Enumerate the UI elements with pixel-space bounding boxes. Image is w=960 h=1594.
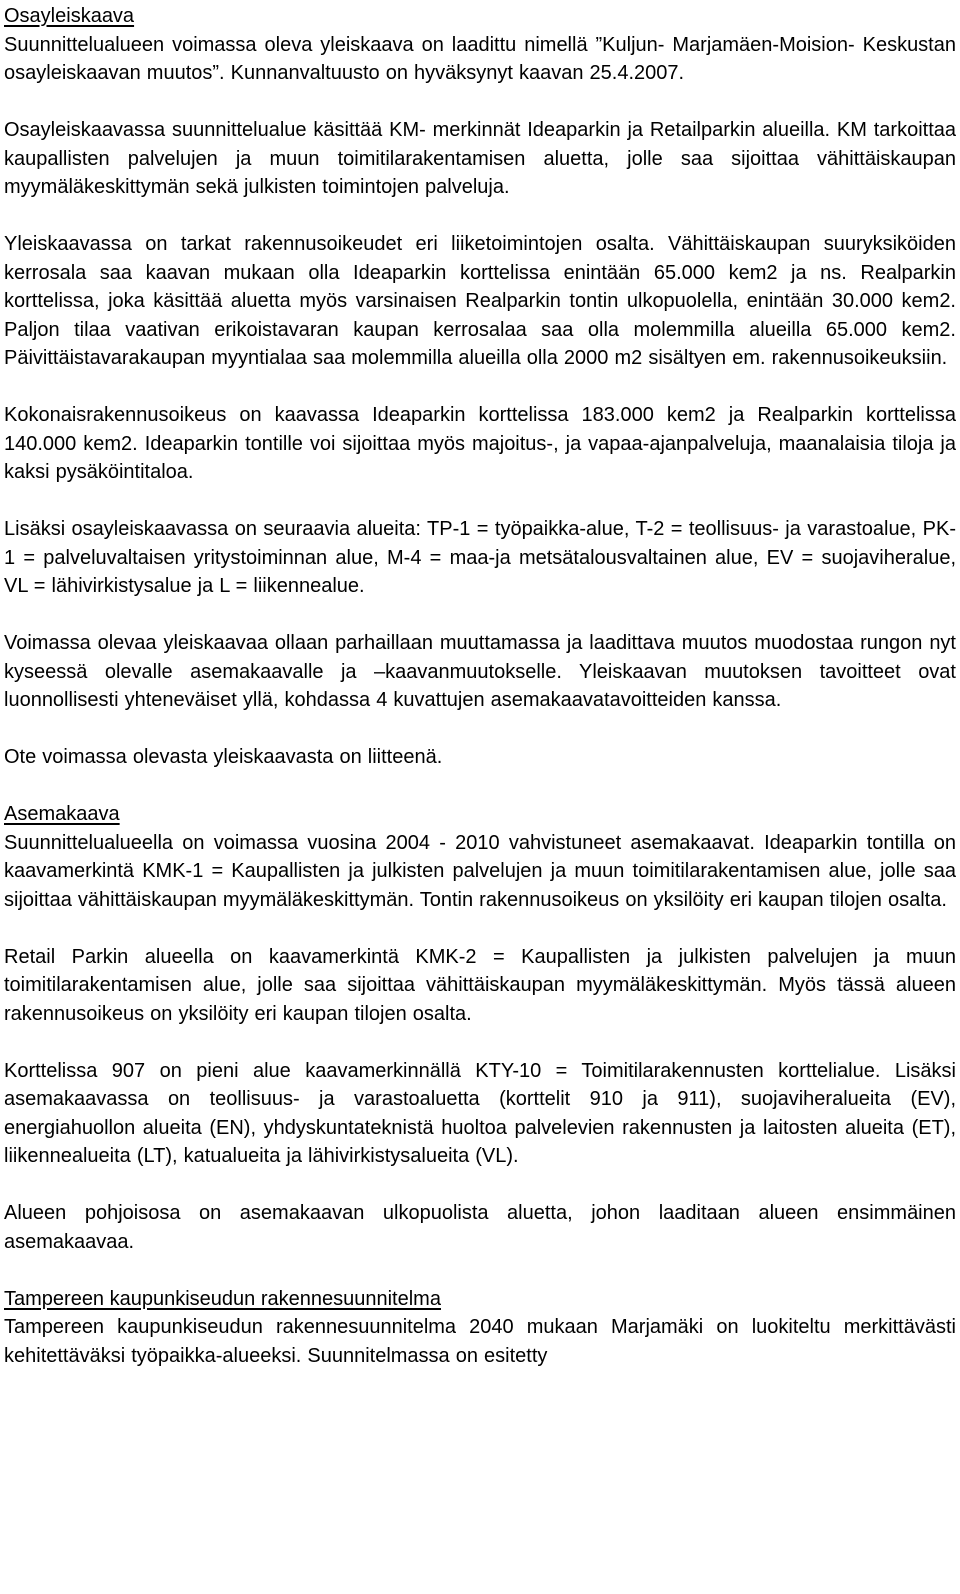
- section-heading: Asemakaava: [4, 803, 120, 825]
- paragraph: Ote voimassa olevasta yleiskaavasta on liitteenä.: [4, 746, 443, 768]
- section-asemakaava: [4, 800, 956, 1256]
- paragraph: Lisäksi osayleiskaavassa on seuraavia alueita: TP-1 = työpaikka-alue, T-2 = teollisuus- ja varastoalue, PK-1 = palveluvaltaisen yritystoiminnan alue, M-4 = maa-ja metsätalousvaltainen alue, EV = suojaviheralue, VL = lähivirkistysalue ja L = liikennealue.: [4, 518, 956, 597]
- paragraph: Osayleiskaavassa suunnittelualue käsittää KM- merkinnät Ideaparkin ja Retailparkin alueilla. KM tarkoittaa kaupallisten palvelujen ja muun toimitilarakentamisen aluetta, jolle saa sijoittaa vähittäiskaupan myymäläkeskittymän sekä julkisten toimintojen palveluja.: [4, 119, 956, 198]
- section-heading: Osayleiskaava: [4, 5, 135, 27]
- paragraph: Suunnittelualueen voimassa oleva yleiskaava on laadittu nimellä ”Kuljun- Marjamäen-Moision- Keskustan osayleiskaavan muutos”. Kunnanvaltuusto on hyväksynyt kaavan 25.4.2007.: [4, 33, 956, 84]
- section-rakennesuunnitelma: [4, 1285, 956, 1371]
- section-heading: Tampereen kaupunkiseudun rakennesuunnitelma: [4, 1287, 441, 1310]
- paragraph: Korttelissa 907 on pieni alue kaavamerkinnällä KTY-10 = Toimitilarakennusten korttelialue. Lisäksi asemakaavassa on teollisuus- ja varastoaluetta (korttelit 910 ja 911), suojaviheralueita (EV), energiahuollon alueita (EN), yhdyskuntateknistä huoltoa palvelevien rakennusten ja laitosten alueita (ET), liikennealueita (LT), katualueita ja lähivirkistysalueita (VL).: [4, 1059, 956, 1167]
- paragraph: Tampereen kaupunkiseudun rakennesuunnitelma 2040 mukaan Marjamäki on luokiteltu merkittävästi kehitettäväksi työpaikka-alueeksi. Suunnitelmassa on esitetty: [4, 1316, 956, 1367]
- paragraph: Suunnittelualueella on voimassa vuosina 2004 - 2010 vahvistuneet asemakaavat. Ideaparkin tontilla on kaavamerkintä KMK-1 = Kaupallisten ja julkisten palvelujen ja muun toimitilarakentamisen alue, jolle saa sijoittaa vähittäiskaupan myymäläkeskittymän. Tontin rakennusoikeus on yksilöity eri kaupan tilojen osalta.: [4, 831, 956, 911]
- document-page: [4, 2, 956, 1370]
- paragraph: Retail Parkin alueella on kaavamerkintä KMK-2 = Kaupallisten ja julkisten palvelujen ja muun toimitilarakentamisen alue, jolle saa sijoittaa vähittäiskaupan myymäläkeskittymän. Myös tässä alueen rakennusoikeus on yksilöity eri kaupan tilojen osalta.: [4, 945, 956, 1025]
- paragraph: Alueen pohjoisosa on asemakaavan ulkopuolista aluetta, johon laaditaan alueen ensimmäinen asemakaavaa.: [4, 1202, 956, 1253]
- paragraph: Kokonaisrakennusoikeus on kaavassa Ideaparkin korttelissa 183.000 kem2 ja Realparkin korttelissa 140.000 kem2. Ideaparkin tontille voi sijoittaa myös majoitus-, ja vapaa-ajanpalveluja, maanalaisia tiloja ja kaksi pysäköintitaloa.: [4, 404, 956, 483]
- paragraph: Yleiskaavassa on tarkat rakennusoikeudet eri liiketoimintojen osalta. Vähittäiskaupan suuryksiköiden kerrosala saa kaavan mukaan olla Ideaparkin korttelissa enintään 65.000 kem2 ja ns. Realparkin korttelissa, joka käsittää aluetta myös varsinaisen Realparkin tontin ulkopuolella, enintään 30.000 kem2. Paljon tilaa vaativan erikoistavaran kaupan kerrosalaa saa olla molemmilla alueilla 65.000 kem2. Päivittäistavarakaupan myyntialaa saa molemmilla alueilla olla 2000 m2 sisältyen em. rakennusoikeuksiin.: [4, 233, 956, 369]
- paragraph: Voimassa olevaa yleiskaavaa ollaan parhaillaan muuttamassa ja laadittava muutos muodostaa rungon nyt kyseessä olevalle asemakaavalle ja –kaavanmuutokselle. Yleiskaavan muutoksen tavoitteet ovat luonnollisesti yhteneväiset yllä, kohdassa 4 kuvattujen asemakaavatavoitteiden kanssa.: [4, 632, 956, 711]
- section-osayleiskaava: [4, 2, 956, 772]
